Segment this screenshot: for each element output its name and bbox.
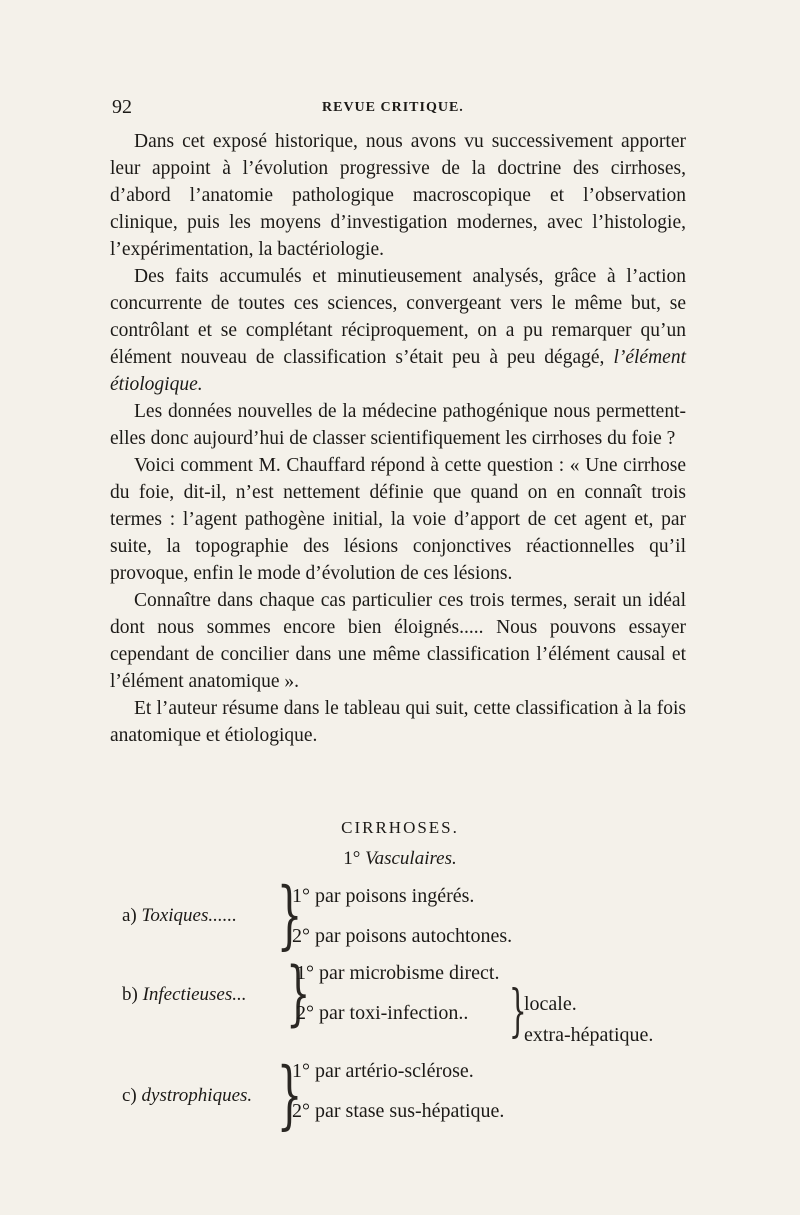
table-subtitle-label: Vasculaires.: [365, 848, 457, 869]
group-a-brace: }: [276, 872, 303, 958]
body-text: [110, 128, 686, 749]
table-title: CIRRHOSES.: [341, 818, 459, 837]
group-b-sub-item-1: locale.: [524, 993, 577, 1015]
table-subtitle: [0, 848, 800, 870]
group-a-name: Toxiques......: [141, 905, 237, 926]
group-b-name: Infectieuses...: [142, 984, 247, 1005]
paragraph-2-italic: l’élément étiologique.: [110, 347, 686, 395]
group-a-item-1: 1° par poisons ingérés.: [292, 885, 475, 907]
paragraph-5: Connaître dans chaque cas particulier ces trois termes, serait un idéal dont nous sommes encore bien éloignés..... Nous pouvons essayer cependant de concilier dans une même classification l’élément causal et l’élément anatomique ».: [110, 590, 686, 692]
group-c-label: [122, 1085, 252, 1107]
group-c-prefix: c): [122, 1085, 137, 1106]
group-b-prefix: b): [122, 984, 138, 1005]
group-b-sub-item-2: extra-hépatique.: [524, 1024, 654, 1046]
group-a-label: [122, 905, 237, 927]
paragraph-3: Les données nouvelles de la médecine pathogénique nous permettent-elles donc aujourd’hui de classer scientifiquement les cirrhoses du foie ?: [110, 401, 686, 449]
running-head: REVUE CRITIQUE.: [322, 100, 464, 115]
paragraph-1: Dans cet exposé historique, nous avons vu successivement apporter leur appoint à l’évolution progressive de la doctrine des cirrhoses, d’abord l’anatomie pathologique macroscopique et l’observation clinique, puis les moyens d’investigation modernes, avec l’histologie, l’expérimentation, la bactériologie.: [110, 131, 686, 260]
group-c-item-1: 1° par artério-sclérose.: [292, 1060, 474, 1082]
group-b-sub-brace: }: [508, 979, 527, 1044]
group-b-item-2: 2° par toxi-infection..: [296, 1002, 469, 1024]
page-number: 92: [112, 96, 132, 118]
group-b-brace: }: [286, 952, 311, 1034]
group-b-item-1: 1° par microbisme direct.: [296, 962, 500, 984]
group-c-brace: }: [276, 1052, 303, 1138]
paragraph-2: [110, 263, 686, 398]
group-c-name: dystrophiques.: [141, 1085, 253, 1106]
paragraph-4: Voici comment M. Chauffard répond à cette question : « Une cirrhose du foie, dit-il, n’est nettement définie que quand on en connaît trois termes : l’agent pathogène initial, la voie d’apport de cet agent et, par suite, la topographie des lésions conjonctives réactionnelles qu’il provoque, enfin le mode d’évolution de ces lésions.: [110, 455, 686, 584]
table-subtitle-number: 1°: [343, 848, 361, 869]
group-a-prefix: a): [122, 905, 137, 926]
group-b-label: [122, 984, 247, 1006]
group-a-item-2: 2° par poisons autochtones.: [292, 925, 513, 947]
paragraph-2-text: Des faits accumulés et minutieusement analysés, grâce à l’action concurrente de toutes ces sciences, convergeant vers le même but, se contrôlant et se complétant réciproquement, on a pu remarquer qu’un élément nouveau de classification s’était peu à peu dégagé,: [110, 266, 686, 368]
page-header: [112, 96, 682, 122]
group-c-item-2: 2° par stase sus-hépatique.: [292, 1100, 505, 1122]
paragraph-6: Et l’auteur résume dans le tableau qui suit, cette classification à la fois anatomique et étiologique.: [110, 698, 686, 746]
